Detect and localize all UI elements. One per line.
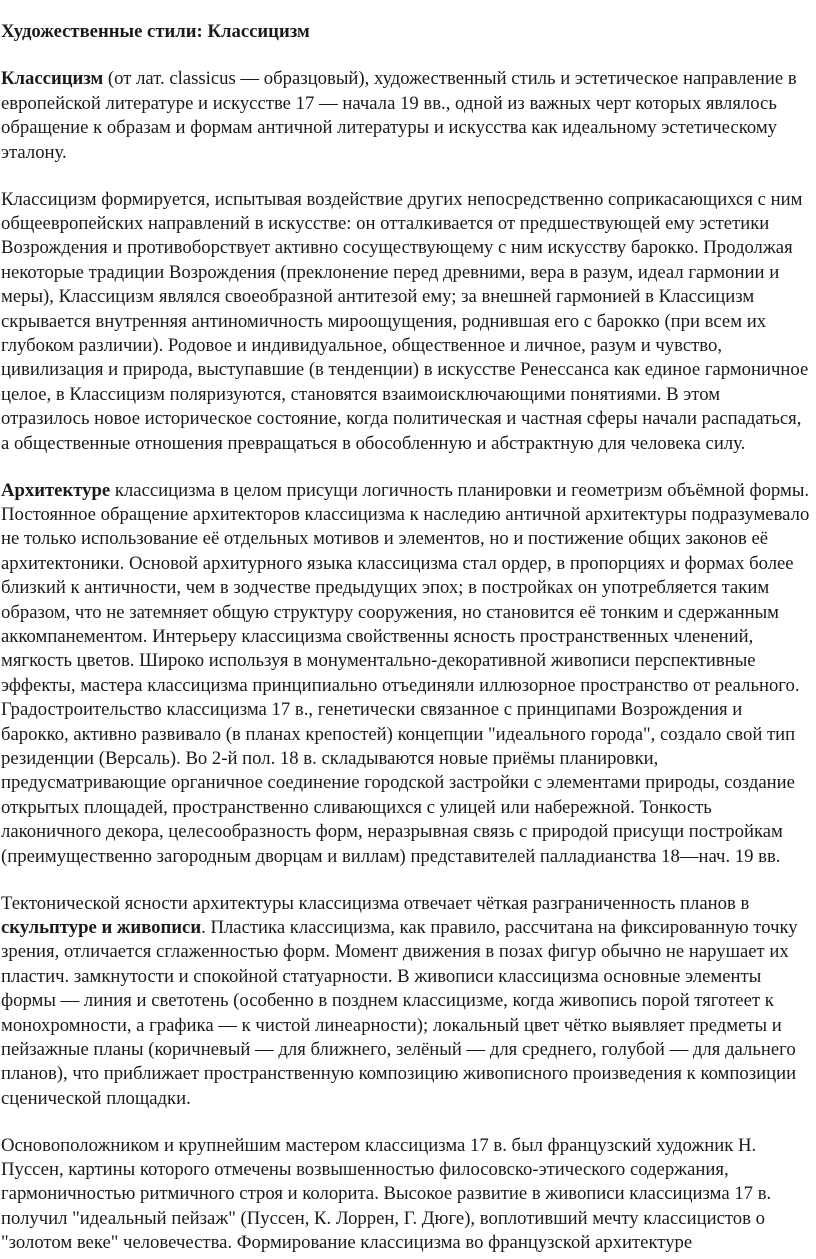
document-title: Художественные стили: Классицизм	[1, 21, 310, 42]
definition-text: (от лат. classicus — образцовый), художественный стиль и эстетическое направление в европейской литературе и искусстве 17 — начала 19 вв., одной из важных черт которых являлось обращение к образам и формам античной литературы и искусства как идеальному эстетическому эталону.	[1, 68, 797, 163]
paragraph-architecture	[1, 479, 813, 870]
term-classicism: Классицизм	[1, 68, 104, 90]
architecture-text: классицизма в целом присущи логичность планировки и геометризм объёмной формы. Постоянное обращение архитекторов классицизма к наследию античной архитектуры подразумевало не только использование её отдельных мотивов и элементов, но и постижение общих законов её архитектоники. Основой архитурного языка классицизма стал ордер, в пропорциях и формах более близкий к античности, чем в зодчестве предыдущих эпох; в постройках он употребляется таким образом, что не затемняет общую структуру сооружения, но становится её тонким и сдержанным аккомпанементом. Интерьеру классицизма свойственны ясность пространственных членений, мягкость цветов. Широко используя в монументально-декоративной живописи перспективные эффекты, мастера классицизма принципиально отъединяли иллюзорное пространство от реального. Градостроительство классицизма 17 в., генетически связанное с принципами Возрождения и барокко, активно развивало (в планах крепостей) концепции "идеального города", создало свой тип резиденции (Версаль). Во 2-й пол. 18 в. складываются новые приёмы планировки, предусматривающие органичное соединение городской застройки с элементами природы, создание открытых площадей, пространственно сливающихся с улицей или набережной. Тонкость лаконичного декора, целесообразность форм, неразрывная связь с природой присущи постройкам (преимущественно загородным дворцам и виллам) представителей палладианства 18—нач. 19 вв.	[1, 479, 810, 867]
term-sculpture-painting: скульптуре и живописи	[1, 916, 202, 938]
paragraph-sculpture-painting	[1, 892, 813, 1112]
sculpture-text-after: . Пластика классицизма, как правило, рассчитана на фиксированную точку зрения, отличается сглаженностью форм. Момент движения в позах фигур обычно не нарушает их пластич. замкнутости и спокойной статуарности. В живописи классицизма основные элементы формы — линия и светотень (особенно в позднем классицизме, когда живопись порой тяготеет к монохромности, а графика — к чистой линеарности); локальный цвет чётко выявляет предметы и пейзажные планы (коричневый — для ближнего, зелёный — для среднего, голубой — для дальнего планов), что приближает пространственную композицию живописного произведения к композиции сценической площадки.	[1, 916, 798, 1109]
paragraph-poussin: Основоположником и крупнейшим мастером классицизма 17 в. был французский художник Н. Пуссен, картины которого отмечены возвышенностью филосовско-этического содержания, гармоничностью ритмичного строя и колорита. Высокое развитие в живописи классицизма 17 в. получил "идеальный пейзаж" (Пуссен, К. Лоррен, Г. Дюге), воплотивший мечту классицистов о "золотом веке" человечества. Формирование классицизма во французской архитектуре	[1, 1134, 772, 1254]
term-architecture: Архитектуре	[1, 479, 111, 501]
paragraph-formation: Классицизм формируется, испытывая воздействие других непосредственно соприкасающихся с ним общеевропейских направлений в искусстве: он отталкивается от предшествующей ему эстетики Возрождения и противоборствует активно сосуществующему с ним искусству барокко. Продолжая некоторые традиции Возрождения (преклонение перед древними, вера в разум, идеал гармонии и меры), Классицизм являлся своеобразной антитезой ему; за внешней гармонией в Классицизм скрывается внутренняя антиномичность мироощущения, роднившая его с барокко (при всем их глубоком различии). Родовое и индивидуальное, общественное и личное, разум и чувство, цивилизация и природа, выступавшие (в тенденции) в искусстве Ренессанса как единое гармоничное целое, в Классицизм поляризуются, становятся взаимоисключающими понятиями. В этом отразилось новое историческое состояние, когда политическая и частная сферы начали распадаться, а общественные отношения превращаться в обособленную и абстрактную для человека силу.	[1, 188, 809, 454]
sculpture-text-before: Тектонической ясности архитектуры классицизма отвечает чёткая разграниченность планов в	[1, 892, 750, 914]
paragraph-definition	[1, 67, 813, 165]
